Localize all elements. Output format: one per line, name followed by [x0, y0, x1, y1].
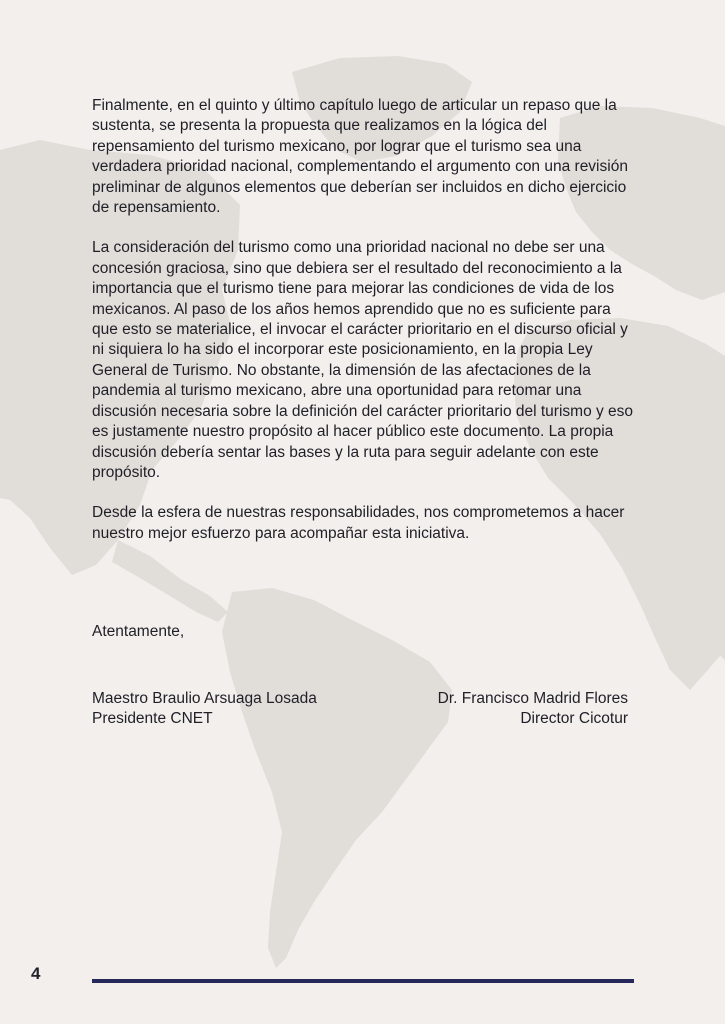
footer-rule — [92, 979, 634, 983]
signatory-title: Director Cicotur — [520, 710, 628, 728]
signatory-name: Dr. Francisco Madrid Flores — [437, 690, 628, 707]
signature-block-right — [438, 689, 628, 730]
signatory-title: Presidente CNET — [92, 710, 213, 728]
letter-body — [92, 96, 637, 564]
body-paragraph: La consideración del turismo como una prioridad nacional no debe ser una concesión graciosa, sino que debiera ser el resultado del reconocimiento a la importancia que el turismo tiene para mejorar las condiciones de vida de los mexicanos. Al paso de los años hemos aprendido que no es suficiente para que esto se materialice, el invocar el carácter prioritario en el discurso oficial y ni siquiera lo ha sido el incorporar este posicionamiento, en la propia Ley General de Turismo. No obstante, la dimensión de las afectaciones de la pandemia al turismo mexicano, abre una oportunidad para retomar una discusión necesaria sobre la definición del carácter prioritario del turismo y eso es justamente nuestro propósito al hacer público este documento. La propia discusión debería sentar las bases y la ruta para seguir adelante con este propósito. — [92, 239, 634, 481]
body-paragraph: Finalmente, en el quinto y último capítulo luego de articular un repaso que la sustenta, se presenta la propuesta que realizamos en la lógica del repensamiento del turismo mexicano, por lograr que el turismo sea una verdadera prioridad nacional, complementando el argumento con una revisión preliminar de algunos elementos que deberían ser incluidos en dicho ejercicio de repensamiento. — [92, 97, 628, 217]
map-south-america — [222, 588, 452, 968]
body-paragraph: Desde la esfera de nuestras responsabilidades, nos comprometemos a hacer nuestro mejor esfuerzo para acompañar esta iniciativa. — [92, 504, 625, 542]
closing-salutation: Atentamente, — [92, 623, 185, 640]
signatory-name: Maestro Braulio Arsuaga Losada — [92, 690, 317, 707]
page-number: 4 — [31, 964, 41, 983]
signature-block-left — [92, 689, 317, 730]
